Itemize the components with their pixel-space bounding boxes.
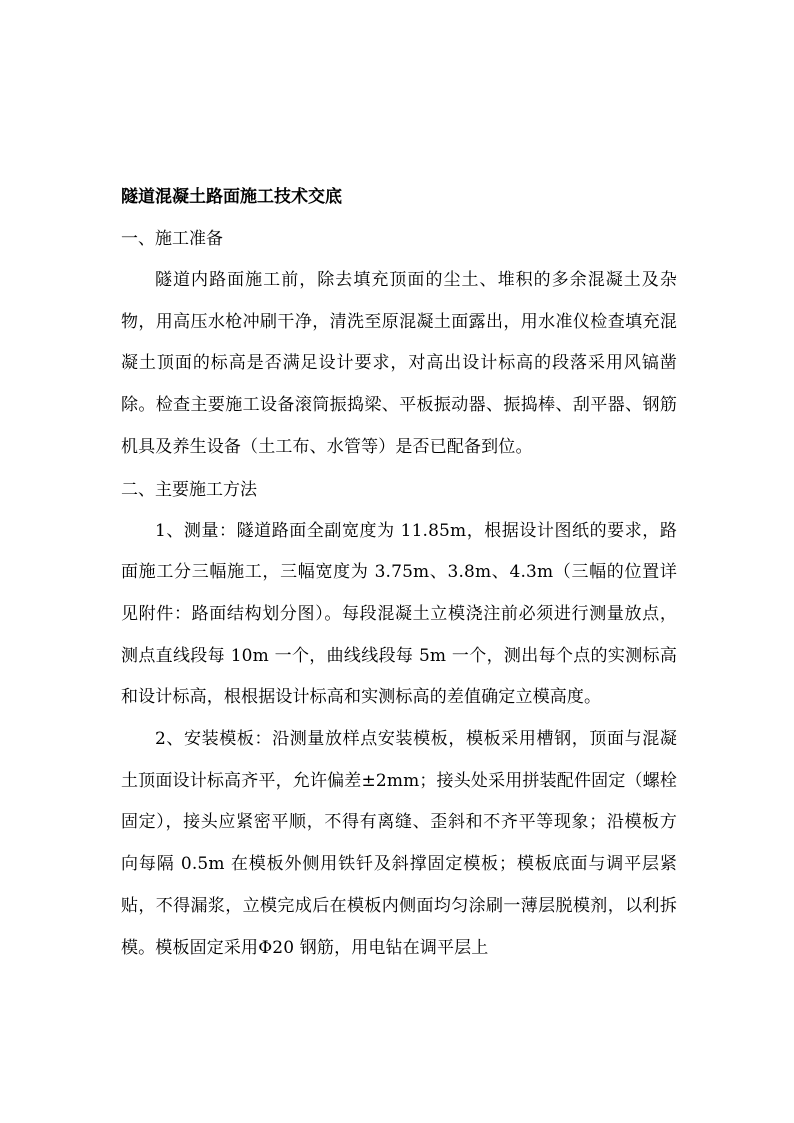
document-title: 隧道混凝土路面施工技术交底 [121,187,342,207]
document-page [121,184,677,969]
paragraph-formwork: 2、安装模板：沿测量放样点安装模板，模板采用槽钢，顶面与混凝土顶面设计标高齐平，允许偏差±2mm；接头处采用拼装配件固定（螺栓固定），接头应紧密平顺，不得有离缝、歪斜和不齐平等现象；沿模板方向每隔 0.5m 在模板外侧用铁钎及斜撑固定模板；模板底面与调平层紧贴，不得漏浆，立模完成后在模板内侧面均匀涂刷一薄层脱模剂，以利拆模。模板固定采用Φ20 钢筋，用电钻在调平层上 [121,729,677,958]
paragraph-preparation: 隧道内路面施工前，除去填充顶面的尘土、堆积的多余混凝土及杂物，用高压水枪冲刷干净，清洗至原混凝土面露出，用水准仪检查填充混凝土顶面的标高是否满足设计要求，对高出设计标高的段落采用风镐凿除。检查主要施工设备滚筒振捣梁、平板振动器、振捣棒、刮平器、钢筋机具及养生设备（土工布、水管等）是否已配备到位。 [121,270,677,457]
section-heading-methods: 二、主要施工方法 [121,479,257,500]
paragraph-survey: 1、测量：隧道路面全副宽度为 11.85m，根据设计图纸的要求，路面施工分三幅施工，三幅宽度为 3.75m、3.8m、4.3m（三幅的位置详见附件：路面结构划分图）。每段混凝土立模浇注前必须进行测量放点，测点直线段每 10m 一个，曲线线段每 5m 一个，测出每个点的实测标高和设计标高，根根据设计标高和实测标高的差值确定立模高度。 [121,520,677,708]
section-heading-preparation: 一、施工准备 [121,229,223,249]
